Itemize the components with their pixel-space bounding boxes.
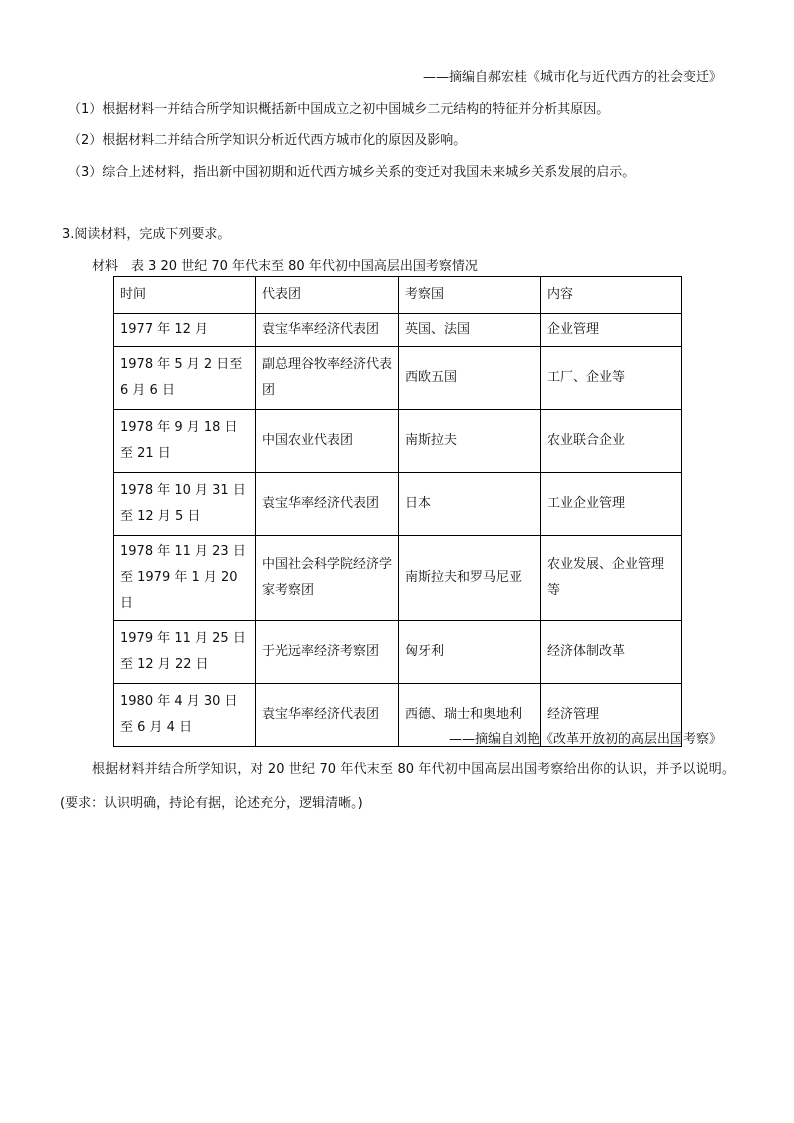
cell-delegation: 中国农业代表团 bbox=[256, 410, 399, 473]
cell-content: 经济体制改革 bbox=[541, 621, 682, 684]
cell-delegation: 袁宝华率经济代表团 bbox=[256, 684, 399, 747]
header-country: 考察国 bbox=[399, 277, 541, 314]
cell-time: 1980 年 4 月 30 日至 6 月 4 日 bbox=[114, 684, 256, 747]
cell-content: 企业管理 bbox=[541, 314, 682, 347]
table-header-row bbox=[114, 277, 682, 314]
cell-time: 1978 年 9 月 18 日至 21 日 bbox=[114, 410, 256, 473]
header-time: 时间 bbox=[114, 277, 256, 314]
question-1: （1）根据材料一并结合所学知识概括新中国成立之初中国城乡二元结构的特征并分析其原因。 bbox=[68, 102, 610, 117]
cell-country: 英国、法国 bbox=[399, 314, 541, 347]
table-row bbox=[114, 621, 682, 684]
table-caption: 材料 表 3 20 世纪 70 年代末至 80 年代初中国高层出国考察情况 bbox=[92, 259, 478, 274]
cell-content: 工厂、企业等 bbox=[541, 347, 682, 410]
cell-country: 西德、瑞士和奥地利 bbox=[399, 684, 541, 747]
cell-time: 1978 年 5 月 2 日至 6 月 6 日 bbox=[114, 347, 256, 410]
question-3: （3）综合上述材料，指出新中国初期和近代西方城乡关系的变迁对我国未来城乡关系发展的启示。 bbox=[68, 165, 636, 180]
cell-delegation: 袁宝华率经济代表团 bbox=[256, 314, 399, 347]
table-source-citation: ——摘编自刘艳《改革开放初的高层出国考察》 bbox=[448, 732, 722, 747]
cell-country: 匈牙利 bbox=[399, 621, 541, 684]
question-prompt: 根据材料并结合所学知识，对 20 世纪 70 年代末至 80 年代初中国高层出国考察给出你的认识，并予以说明。(要求：认识明确，持论有据，论述充分，逻辑清晰。) bbox=[60, 762, 735, 811]
cell-time: 1978 年 10 月 31 日至 12 月 5 日 bbox=[114, 473, 256, 536]
table-row bbox=[114, 347, 682, 410]
cell-delegation: 副总理谷牧率经济代表团 bbox=[256, 347, 399, 410]
cell-delegation: 中国社会科学院经济学家考察团 bbox=[256, 536, 399, 621]
cell-time: 1979 年 11 月 25 日至 12 月 22 日 bbox=[114, 621, 256, 684]
table-row bbox=[114, 473, 682, 536]
cell-country: 南斯拉夫 bbox=[399, 410, 541, 473]
survey-table bbox=[113, 276, 682, 747]
question-2: （2）根据材料二并结合所学知识分析近代西方城市化的原因及影响。 bbox=[68, 133, 467, 148]
cell-content: 经济管理 bbox=[541, 684, 682, 747]
header-content: 内容 bbox=[541, 277, 682, 314]
cell-country: 西欧五国 bbox=[399, 347, 541, 410]
source-citation: ——摘编自郝宏桂《城市化与近代西方的社会变迁》 bbox=[422, 70, 722, 85]
table-row bbox=[114, 410, 682, 473]
cell-time: 1978 年 11 月 23 日至 1979 年 1 月 20 日 bbox=[114, 536, 256, 621]
cell-delegation: 于光远率经济考察团 bbox=[256, 621, 399, 684]
cell-content: 农业联合企业 bbox=[541, 410, 682, 473]
cell-content: 工业企业管理 bbox=[541, 473, 682, 536]
cell-country: 日本 bbox=[399, 473, 541, 536]
cell-content: 农业发展、企业管理等 bbox=[541, 536, 682, 621]
table-row bbox=[114, 314, 682, 347]
cell-time: 1977 年 12 月 bbox=[114, 314, 256, 347]
section-heading: 3.阅读材料，完成下列要求。 bbox=[62, 227, 231, 242]
cell-delegation: 袁宝华率经济代表团 bbox=[256, 473, 399, 536]
table-row bbox=[114, 536, 682, 621]
cell-country: 南斯拉夫和罗马尼亚 bbox=[399, 536, 541, 621]
header-delegation: 代表团 bbox=[256, 277, 399, 314]
